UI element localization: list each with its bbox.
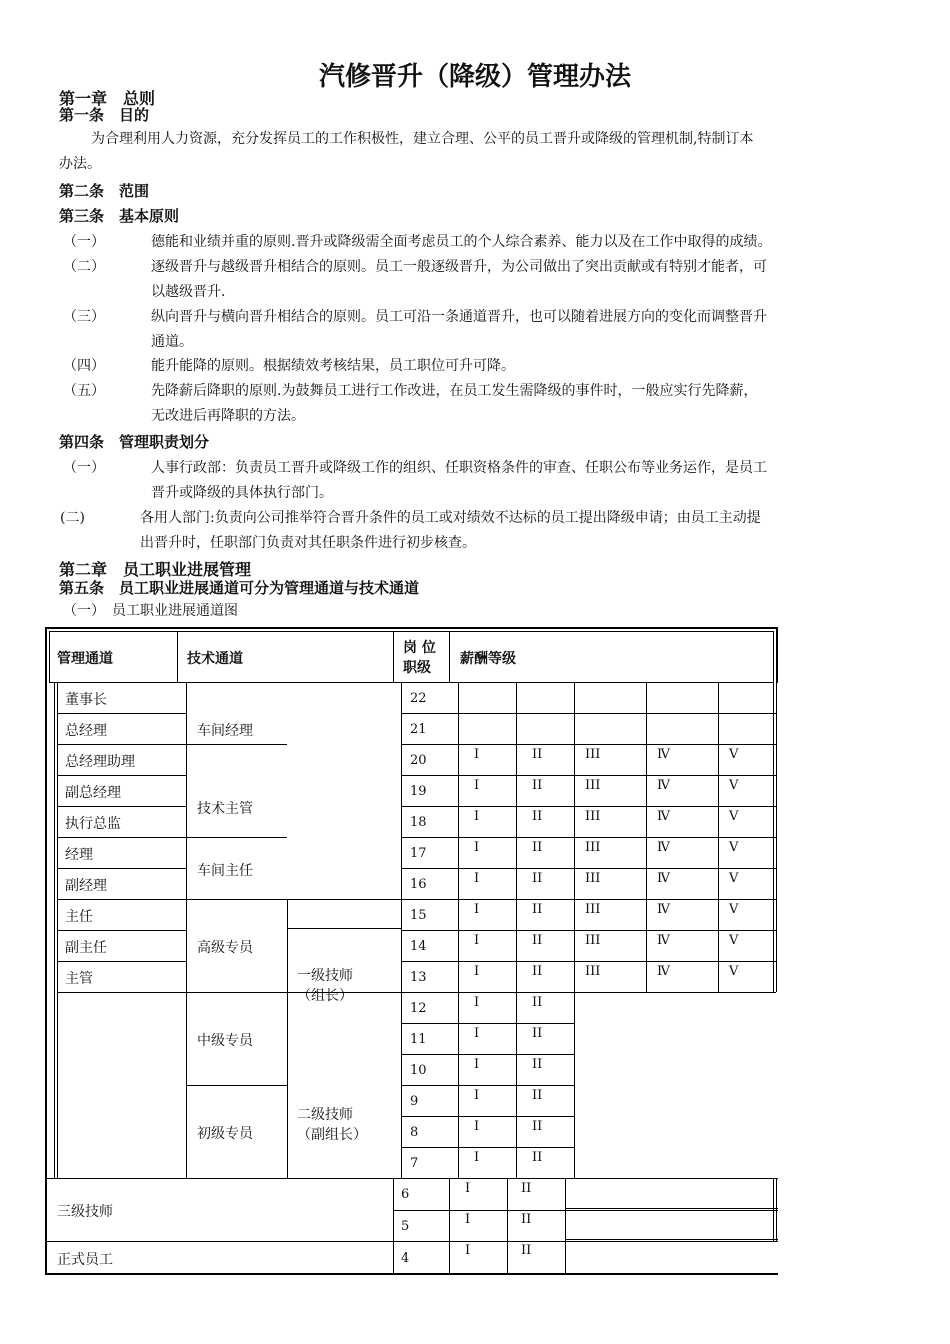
salary-grade: II bbox=[532, 1119, 543, 1134]
header-management-channel: 管理通道 bbox=[57, 651, 113, 667]
table-rule bbox=[401, 868, 574, 869]
table-rule bbox=[574, 744, 776, 745]
career-path-table bbox=[45, 627, 778, 1275]
salary-grade: V bbox=[729, 902, 739, 917]
table-rule bbox=[186, 744, 287, 745]
tech-title: 一级技师 （组长） bbox=[297, 967, 353, 1004]
table-rule bbox=[565, 1239, 778, 1240]
position-level: 9 bbox=[410, 1094, 419, 1109]
principle-item-text: 通道。 bbox=[151, 334, 193, 350]
table-rule bbox=[401, 1147, 574, 1148]
salary-grade: II bbox=[532, 840, 543, 855]
principle-item-text: 逐级晋升与越级晋升相结合的原则。员工一般逐级晋升，为公司做出了突出贡献或有特别才能者，可 bbox=[151, 259, 767, 275]
salary-grade: Ⅳ bbox=[657, 840, 670, 855]
salary-grade: III bbox=[585, 871, 601, 886]
management-title: 执行总监 bbox=[65, 816, 121, 832]
salary-grade: III bbox=[585, 902, 601, 917]
table-rule bbox=[287, 928, 401, 929]
header-position-level: 岗 位 职级 bbox=[403, 640, 436, 676]
salary-grade: II bbox=[521, 1212, 532, 1227]
duty-item-text: 人事行政部：负责员工晋升或降级工作的组织、任职资格条件的审查、任职公布等业务运作，是员工 bbox=[151, 460, 767, 476]
table-rule bbox=[776, 682, 777, 992]
principle-item-number: （二） bbox=[63, 259, 105, 275]
position-level: 5 bbox=[401, 1219, 410, 1234]
principle-item-text: 德能和业绩并重的原则.晋升或降级需全面考虑员工的个人综合素养、能力以及在工作中取得的成绩。 bbox=[151, 234, 772, 250]
table-rule bbox=[45, 1241, 778, 1242]
table-rule bbox=[574, 775, 776, 776]
salary-grade: V bbox=[729, 809, 739, 824]
duty-item-number: （一） bbox=[63, 460, 105, 476]
management-title: 经理 bbox=[65, 847, 93, 863]
table-rule bbox=[574, 992, 776, 993]
salary-grade: II bbox=[532, 809, 543, 824]
salary-grade: II bbox=[532, 933, 543, 948]
position-level: 4 bbox=[401, 1251, 410, 1266]
salary-grade: II bbox=[532, 1150, 543, 1165]
table-rule bbox=[565, 1208, 566, 1274]
salary-grade: II bbox=[521, 1243, 532, 1258]
chapter-1-heading: 第一章 总则 bbox=[59, 89, 156, 108]
salary-grade: I bbox=[474, 778, 480, 793]
principle-item-text: 无改进后再降职的方法。 bbox=[151, 408, 305, 424]
salary-grade: I bbox=[474, 995, 480, 1010]
table-rule bbox=[574, 961, 776, 962]
salary-grade: I bbox=[465, 1243, 471, 1258]
principle-item-number: （三） bbox=[63, 309, 105, 325]
table-rule bbox=[776, 627, 778, 683]
duty-item-text: 晋升或降级的具体执行部门。 bbox=[151, 485, 333, 501]
salary-grade: I bbox=[474, 933, 480, 948]
article-1-heading: 第一条 目的 bbox=[59, 106, 150, 124]
salary-grade: II bbox=[532, 871, 543, 886]
salary-grade: Ⅳ bbox=[657, 747, 670, 762]
table-rule bbox=[49, 631, 50, 683]
principle-item-text: 能升能降的原则。根据绩效考核结果，员工职位可升可降。 bbox=[151, 358, 515, 374]
salary-grade: I bbox=[474, 1057, 480, 1072]
management-title: 主任 bbox=[65, 909, 93, 925]
principle-item-number: （四） bbox=[63, 358, 105, 374]
salary-grade: V bbox=[729, 778, 739, 793]
table-rule bbox=[186, 1085, 287, 1086]
article-1-body-line1: 为合理利用人力资源，充分发挥员工的工作积极性，建立合理、公平的员工晋升或降级的管理机制,特制订本 bbox=[91, 131, 754, 147]
header-salary-grade: 薪酬等级 bbox=[460, 651, 516, 667]
salary-grade: II bbox=[532, 747, 543, 762]
principle-item-text: 先降薪后降职的原则.为鼓舞员工进行工作改进，在员工发生需降级的事件时，一般应实行先降薪， bbox=[151, 383, 758, 399]
salary-grade: III bbox=[585, 747, 601, 762]
table-rule bbox=[49, 631, 774, 632]
table-rule bbox=[57, 961, 186, 962]
salary-grade: Ⅳ bbox=[657, 933, 670, 948]
table-rule bbox=[449, 631, 450, 683]
chapter-2-heading: 第二章 员工职业进展管理 bbox=[59, 560, 252, 579]
table-rule bbox=[401, 775, 574, 776]
table-rule bbox=[45, 1273, 778, 1275]
salary-grade: V bbox=[729, 747, 739, 762]
position-level: 8 bbox=[410, 1125, 419, 1140]
table-rule bbox=[574, 899, 776, 900]
table-rule bbox=[401, 837, 574, 838]
position-level: 21 bbox=[410, 722, 427, 737]
management-title: 副主任 bbox=[65, 940, 107, 956]
table-rule bbox=[401, 930, 574, 931]
table-rule bbox=[401, 744, 574, 745]
salary-grade: I bbox=[474, 1119, 480, 1134]
principle-item-number: （五） bbox=[63, 383, 105, 399]
salary-grade: V bbox=[729, 933, 739, 948]
table-rule bbox=[401, 899, 574, 900]
salary-grade: Ⅳ bbox=[657, 809, 670, 824]
table-rule bbox=[773, 631, 774, 683]
table-rule bbox=[574, 930, 776, 931]
table-rule bbox=[186, 837, 287, 838]
management-title: 副经理 bbox=[65, 878, 107, 894]
regular-employee-title: 正式员工 bbox=[57, 1252, 113, 1268]
salary-grade: III bbox=[585, 933, 601, 948]
table-rule bbox=[773, 1178, 774, 1210]
table-rule bbox=[57, 744, 186, 745]
tech-title: 车间经理 bbox=[197, 723, 253, 739]
position-level: 13 bbox=[410, 970, 427, 985]
position-level: 14 bbox=[410, 939, 427, 954]
salary-grade: II bbox=[532, 1026, 543, 1041]
salary-grade: II bbox=[532, 964, 543, 979]
table-rule bbox=[776, 1210, 777, 1242]
salary-grade: II bbox=[532, 1057, 543, 1072]
salary-grade: III bbox=[585, 778, 601, 793]
salary-grade: V bbox=[729, 964, 739, 979]
table-rule bbox=[401, 806, 574, 807]
salary-grade: V bbox=[729, 871, 739, 886]
article-4-heading: 第四条 管理职责划分 bbox=[59, 433, 210, 451]
table-rule bbox=[57, 868, 186, 869]
position-level: 6 bbox=[401, 1187, 410, 1202]
duty-item-number: (二) bbox=[60, 510, 85, 526]
table-rule bbox=[186, 992, 401, 993]
position-level: 16 bbox=[410, 877, 427, 892]
tech-3-title: 三级技师 bbox=[57, 1204, 113, 1220]
salary-grade: I bbox=[474, 964, 480, 979]
table-rule bbox=[54, 682, 55, 1178]
table-rule bbox=[393, 631, 394, 683]
table-rule bbox=[287, 899, 288, 1178]
salary-grade: Ⅳ bbox=[657, 871, 670, 886]
tech-title: 初级专员 bbox=[197, 1126, 253, 1142]
principle-item-text: 纵向晋升与横向晋升相结合的原则。员工可沿一条通道晋升，也可以随着进展方向的变化而调整晋升 bbox=[151, 309, 767, 325]
header-technical-channel: 技术通道 bbox=[187, 651, 243, 667]
table-rule bbox=[57, 713, 186, 714]
table-rule bbox=[393, 1178, 394, 1274]
table-rule bbox=[45, 627, 778, 629]
table-rule bbox=[401, 1054, 574, 1055]
article-5-heading: 第五条 员工职业进展通道可分为管理通道与技术通道 bbox=[59, 579, 420, 597]
article-3-heading: 第三条 基本原则 bbox=[59, 207, 180, 225]
table-rule bbox=[507, 1178, 508, 1274]
table-rule bbox=[776, 1178, 777, 1210]
salary-grade: I bbox=[474, 809, 480, 824]
principle-item-text: 以越级晋升. bbox=[151, 284, 226, 300]
position-level: 18 bbox=[410, 815, 427, 830]
table-rule bbox=[449, 1178, 450, 1274]
table-rule bbox=[574, 806, 776, 807]
salary-grade: II bbox=[521, 1181, 532, 1196]
salary-grade: I bbox=[474, 902, 480, 917]
management-title: 总经理 bbox=[65, 723, 107, 739]
page-title: 汽修晋升（降级）管理办法 bbox=[318, 62, 631, 92]
salary-grade: I bbox=[474, 1026, 480, 1041]
table-rule bbox=[57, 930, 186, 931]
table-rule bbox=[401, 992, 574, 993]
table-rule bbox=[565, 1208, 778, 1209]
position-level: 20 bbox=[410, 753, 427, 768]
position-level: 19 bbox=[410, 784, 427, 799]
position-level: 22 bbox=[410, 691, 427, 706]
position-level: 17 bbox=[410, 846, 427, 861]
table-rule bbox=[574, 837, 776, 838]
salary-grade: V bbox=[729, 840, 739, 855]
table-rule bbox=[57, 899, 186, 900]
salary-grade: II bbox=[532, 778, 543, 793]
salary-grade: Ⅳ bbox=[657, 964, 670, 979]
table-rule bbox=[773, 1210, 774, 1242]
tech-title: 车间主任 bbox=[197, 862, 253, 879]
table-rule bbox=[401, 1116, 574, 1117]
table-rule bbox=[57, 992, 186, 993]
table-rule bbox=[401, 961, 574, 962]
table-rule bbox=[57, 775, 186, 776]
salary-grade: III bbox=[585, 964, 601, 979]
salary-grade: II bbox=[532, 995, 543, 1010]
table-rule bbox=[574, 868, 776, 869]
salary-grade: I bbox=[474, 871, 480, 886]
table-rule bbox=[401, 1023, 574, 1024]
salary-grade: I bbox=[465, 1212, 471, 1227]
principle-item-number: （一） bbox=[63, 234, 105, 250]
table-rule bbox=[57, 806, 186, 807]
tech-title: 技术主管 bbox=[197, 800, 253, 817]
article-2-heading: 第二条 范围 bbox=[59, 182, 150, 200]
salary-grade: II bbox=[532, 902, 543, 917]
position-level: 7 bbox=[410, 1156, 419, 1171]
position-level: 12 bbox=[410, 1001, 427, 1016]
salary-grade: Ⅳ bbox=[657, 778, 670, 793]
salary-grade: I bbox=[465, 1181, 471, 1196]
salary-grade: III bbox=[585, 809, 601, 824]
position-level: 10 bbox=[410, 1063, 427, 1078]
duty-item-text: 出晋升时，任职部门负责对其任职条件进行初步核查。 bbox=[140, 535, 476, 551]
duty-item-text: 各用人部门:负责向公司推举符合晋升条件的员工或对绩效不达标的员工提出降级申请；由员工主动提 bbox=[140, 510, 761, 526]
article-1-body-line2: 办法。 bbox=[59, 156, 101, 172]
management-title: 主管 bbox=[65, 971, 93, 987]
table-rule bbox=[393, 1210, 778, 1211]
salary-grade: I bbox=[474, 747, 480, 762]
management-title: 总经理助理 bbox=[65, 754, 135, 770]
table-rule bbox=[401, 1085, 574, 1086]
table-rule bbox=[186, 682, 187, 1178]
table-rule bbox=[57, 837, 186, 838]
salary-grade: III bbox=[585, 840, 601, 855]
salary-grade: I bbox=[474, 1088, 480, 1103]
salary-grade: I bbox=[474, 840, 480, 855]
salary-grade: I bbox=[474, 1150, 480, 1165]
table-rule bbox=[401, 713, 574, 714]
position-level: 15 bbox=[410, 908, 427, 923]
subsection-1: （一） 员工职业进展通道图 bbox=[63, 603, 238, 619]
table-rule bbox=[45, 1178, 778, 1179]
table-rule bbox=[574, 713, 776, 714]
table-rule bbox=[287, 899, 401, 900]
table-rule bbox=[49, 682, 774, 683]
tech-title: 高级专员 bbox=[197, 940, 253, 956]
management-title: 董事长 bbox=[65, 692, 107, 708]
management-title: 副总经理 bbox=[65, 785, 121, 801]
salary-grade: Ⅳ bbox=[657, 902, 670, 917]
tech-title: 中级专员 bbox=[197, 1033, 253, 1049]
table-rule bbox=[177, 631, 178, 683]
position-level: 11 bbox=[410, 1032, 427, 1047]
salary-grade: II bbox=[532, 1088, 543, 1103]
tech-title: 二级技师 （副组长） bbox=[297, 1107, 367, 1143]
